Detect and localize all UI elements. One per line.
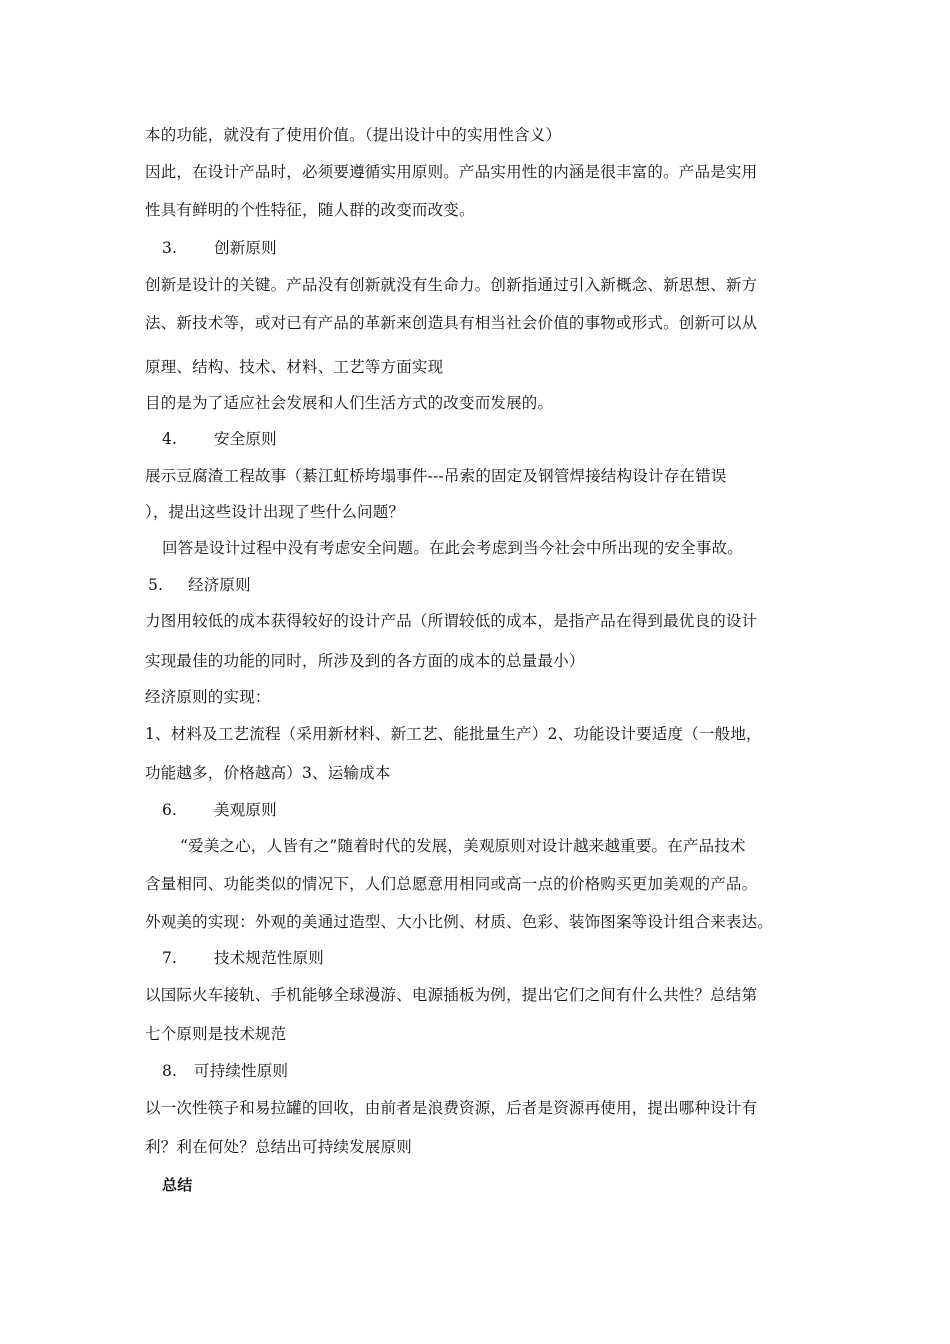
section-title: 技术规范性原则 xyxy=(214,949,324,967)
paragraph-line: 原理、结构、技术、材料、工艺等方面实现 xyxy=(145,358,444,376)
section-number: 3. xyxy=(162,239,178,257)
paragraph-line: 法、新技术等，或对已有产品的革新来创造具有相当社会价值的事物或形式。创新可以从 xyxy=(145,314,758,332)
section-heading-economy xyxy=(148,575,251,595)
paragraph-line: 1、材料及工艺流程（采用新材料、新工艺、能批量生产）2、功能设计要适度（一般地， xyxy=(145,725,762,743)
paragraph-line: 外观美的实现：外观的美通过造型、大小比例、材质、色彩、装饰图案等设计组合来表达。 xyxy=(145,913,774,931)
paragraph-line: 目的是为了适应社会发展和人们生活方式的改变而发展的。 xyxy=(145,394,554,412)
section-heading-innovation xyxy=(162,238,277,258)
section-heading-technical-standards xyxy=(162,948,324,968)
section-title: 创新原则 xyxy=(214,239,277,257)
paragraph-line: 以国际火车接轨、手机能够全球漫游、电源插板为例，提出它们之间有什么共性？总结第 xyxy=(145,986,758,1004)
paragraph-line: ），提出这些设计出现了些什么问题？ xyxy=(145,503,405,521)
section-number: 7. xyxy=(162,949,178,967)
section-number: 5. xyxy=(148,576,164,594)
paragraph-line: 展示豆腐渣工程故事（綦江虹桥垮塌事件---吊索的固定及钢管焊接结构设计存在错误 xyxy=(145,467,727,485)
paragraph-line: 功能越多，价格越高）3、运输成本 xyxy=(145,764,391,782)
paragraph-line: 经济原则的实现： xyxy=(145,688,271,706)
paragraph-line: 利？利在何处？总结出可持续发展原则 xyxy=(145,1138,412,1156)
summary-heading: 总结 xyxy=(162,1176,193,1194)
paragraph-line: 以一次性筷子和易拉罐的回收，由前者是浪费资源，后者是资源再使用，提出哪种设计有 xyxy=(145,1099,758,1117)
paragraph-line: 本的功能，就没有了使用价值。（提出设计中的实用性含义） xyxy=(145,126,562,144)
section-number: 8. xyxy=(162,1062,178,1080)
section-title: 经济原则 xyxy=(188,576,251,594)
section-number: 6. xyxy=(162,801,178,819)
paragraph-line: 七个原则是技术规范 xyxy=(145,1025,287,1043)
paragraph-line: 回答是设计过程中没有考虑安全问题。在此会考虑到当今社会中所出现的安全事故。 xyxy=(162,539,743,557)
paragraph-line: 含量相同、功能类似的情况下，人们总愿意用相同或高一点的价格购买更加美观的产品。 xyxy=(145,875,758,893)
paragraph-line: 创新是设计的关键。产品没有创新就没有生命力。创新指通过引入新概念、新思想、新方 xyxy=(145,276,758,294)
paragraph-line: “爱美之心，人皆有之”随着时代的发展，美观原则对设计越来越重要。在产品技术 xyxy=(180,837,746,855)
section-title: 可持续性原则 xyxy=(194,1062,289,1080)
paragraph-line: 性具有鲜明的个性特征，随人群的改变而改变。 xyxy=(145,201,475,219)
section-heading-sustainability xyxy=(162,1061,288,1081)
section-heading-aesthetics xyxy=(162,800,277,820)
section-number: 4. xyxy=(162,430,178,448)
section-heading-safety xyxy=(162,429,277,449)
paragraph-line: 因此，在设计产品时，必须要遵循实用原则。产品实用性的内涵是很丰富的。产品是实用 xyxy=(145,163,758,181)
paragraph-line: 力图用较低的成本获得较好的设计产品（所谓较低的成本，是指产品在得到最优良的设计 xyxy=(145,612,758,630)
section-title: 美观原则 xyxy=(214,801,277,819)
paragraph-line: 实现最佳的功能的同时，所涉及到的各方面的成本的总量最小） xyxy=(145,652,585,670)
section-title: 安全原则 xyxy=(214,430,277,448)
